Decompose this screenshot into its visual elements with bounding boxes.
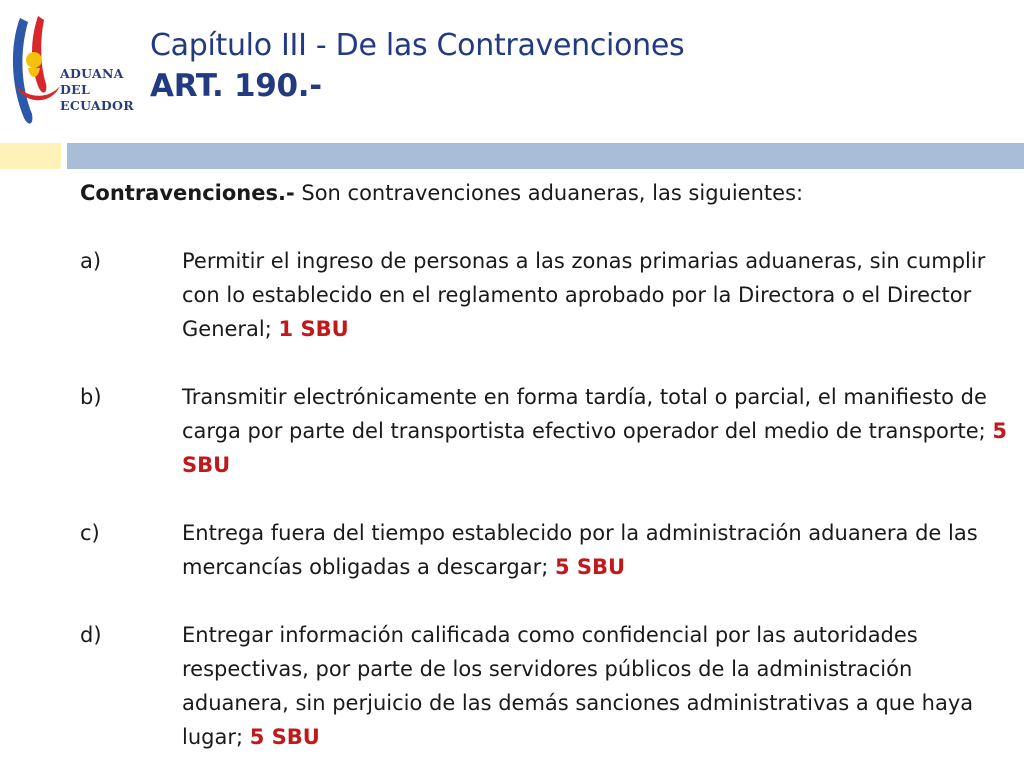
slide-title xyxy=(150,26,684,106)
sbu-penalty: 5 SBU xyxy=(555,555,626,579)
sbu-penalty: 1 SBU xyxy=(278,317,349,341)
item-marker: a) xyxy=(80,249,102,273)
logo-wordmark xyxy=(60,66,134,114)
list-item-a xyxy=(80,244,1010,346)
sbu-penalty: 5 SBU xyxy=(182,419,1008,477)
article-number: ART. 190.- xyxy=(150,68,322,104)
chapter-title: Capítulo III - De las Contravenciones xyxy=(150,28,685,63)
logo-line-del: DEL xyxy=(60,82,91,97)
header-band-yellow xyxy=(0,143,61,169)
aduana-emblem-icon xyxy=(8,14,68,130)
item-description: Entrega fuera del tiempo establecido por la administración aduanera de las mercancías obligadas a descargar; xyxy=(182,521,978,579)
list-item-c xyxy=(80,516,1010,584)
intro-text: Son contravenciones aduaneras, las siguientes: xyxy=(294,181,804,205)
list-item-d xyxy=(80,618,1010,754)
sbu-penalty: 5 SBU xyxy=(249,725,320,749)
item-marker: c) xyxy=(80,521,100,545)
list-item-b xyxy=(80,380,1010,482)
item-text xyxy=(182,516,1010,584)
item-text xyxy=(182,244,1010,346)
aduana-logo xyxy=(8,14,138,130)
intro-lead: Contravenciones.- xyxy=(80,181,295,205)
intro-paragraph xyxy=(80,176,1010,210)
logo-line-aduana: ADUANA xyxy=(60,66,124,81)
item-description: Entregar información calificada como confidencial por las autoridades respectivas, por parte de los servidores públicos de la administración aduanera, sin perjuicio de las demás sanciones administrativas a que haya lugar; xyxy=(182,623,974,749)
item-text xyxy=(182,380,1010,482)
item-description: Transmitir electrónicamente en forma tardía, total o parcial, el manifiesto de carga por parte del transportista efectivo operador del medio de transporte; xyxy=(182,385,993,443)
slide-body xyxy=(80,176,1010,754)
item-description: Permitir el ingreso de personas a las zonas primarias aduaneras, sin cumplir con lo establecido en el reglamento aprobado por la Directora o el Director General; xyxy=(182,249,986,341)
header-band-blue xyxy=(67,143,1024,169)
item-marker: b) xyxy=(80,385,102,409)
logo-line-ecuador: ECUADOR xyxy=(60,98,134,113)
item-marker: d) xyxy=(80,623,102,647)
item-text xyxy=(182,618,1010,754)
